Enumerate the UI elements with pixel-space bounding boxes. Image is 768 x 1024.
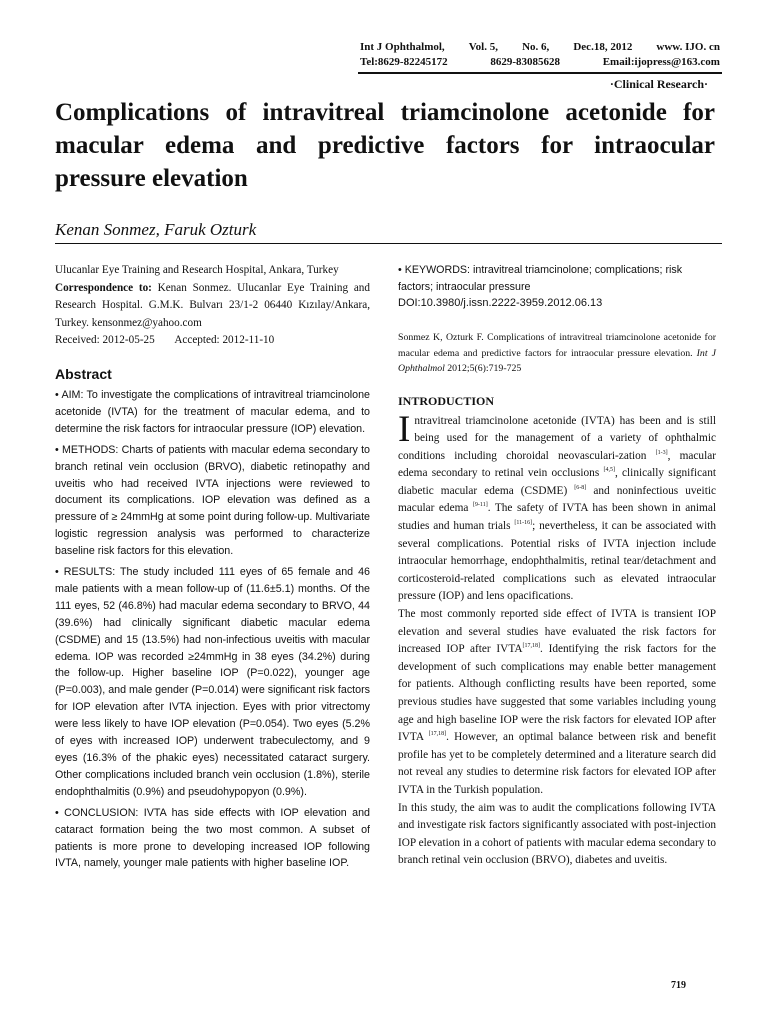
journal-email: Email:ijopress@163.com [602, 56, 720, 68]
intro-paragraph-3: In this study, the aim was to audit the complications following IVTA and investigate risk factors significantly associated with post-injection IOP elevation in a cohort of patients with macular edema secondary to branch retinal vein occlusion (BRVO), diabetes and uveitis. [398, 801, 716, 867]
right-column [398, 262, 716, 870]
journal-issue: No. 6, [522, 41, 550, 53]
ref-1: [1-3] [655, 449, 668, 456]
citation [398, 330, 716, 377]
ref-4: [9-11] [472, 502, 488, 509]
received-date: Received: 2012-05-25 [55, 334, 155, 347]
page-number: 719 [671, 980, 686, 991]
accepted-date: Accepted: 2012-11-10 [174, 334, 275, 347]
journal-tel2: 8629-83085628 [490, 56, 560, 68]
intro-p1-e: . The safety of IVTA has been shown in animal studies and human trials [398, 502, 716, 533]
authors: Kenan Sonmez, Faruk Ozturk [55, 220, 257, 239]
correspondence [55, 280, 370, 333]
ref-2: [4,5] [603, 467, 615, 474]
abstract-heading: Abstract [55, 365, 112, 382]
ref-6: [17,18] [522, 643, 540, 650]
ref-7: [17,18] [428, 731, 447, 738]
intro-p1-d: and noninfectious uveitic macular edema [398, 484, 716, 515]
left-column [55, 262, 370, 876]
correspondence-label: Correspondence to: [55, 281, 152, 294]
article-title: Complications of intravitreal triamcinolone acetonide for macular edema and predictive factors for intraocular pressure elevation [55, 99, 715, 192]
introduction-heading: INTRODUCTION [398, 393, 495, 408]
journal-tel: Tel:8629-82245172 [360, 56, 448, 68]
keywords: • KEYWORDS: intravitreal triamcinolone; complications; risk factors; intraocular pressure [398, 264, 683, 293]
journal-volume: Vol. 5, [468, 41, 498, 53]
journal-header [360, 40, 720, 70]
correspondence-text: Kenan Sonmez. Ulucanlar Eye Training and Research Hospital. G.M.K. Bulvarı 23/1-2 06440 Kızılay/Ankara, Turkey. kensonmez@yahoo.com [55, 281, 370, 329]
intro-p2-c: . However, an optimal balance between risk and benefit profile has yet to be completely determined and a literature search did not reveal any studies to determine risk factors for elevated IOP after IVTA in the Turkish population. [398, 731, 716, 796]
intro-p1-a: ntravitreal triamcinolone acetonide (IVTA) has been and is still being used for the management of a variety of ophthalmic conditions including choroidal neovasculari-zation [398, 414, 716, 462]
journal-date: Dec.18, 2012 [573, 41, 633, 53]
intro-p1-f: ; nevertheless, it can be associated with several complications. Potential risks of IVTA injection include intraocular hemorrhage, endophthalmitis, retinal tear/detachment and corticosteroid-related complications such as elevated intraocular pressure (IOP) and lens opacifications. [398, 520, 716, 603]
citation-text: Sonmez K, Ozturk F. Complications of intravitreal triamcinolone acetonide for macular edema and predictive factors for intraocular pressure elevation. [398, 332, 716, 359]
intro-p1-c: , clinically significant diabetic macular edema (CSDME) [398, 467, 716, 497]
intro-p2-a: The most commonly reported side effect of IVTA is transient IOP elevation and several studies have evaluated the risk factors for increased IOP after IVTA [398, 608, 716, 656]
dates [55, 332, 370, 350]
intro-paragraph-2 [398, 606, 716, 800]
citation-ref: 2012;5(6):719-725 [444, 363, 522, 374]
affiliation: Ulucanlar Eye Training and Research Hospital, Ankara, Turkey [55, 264, 339, 276]
intro-p1-b: , macular edema secondary to retinal vein occlusions [398, 449, 716, 480]
drop-cap: I [398, 408, 411, 450]
citation-journal: Int J Ophthalmol [398, 347, 716, 374]
intro-p2-b: . Identifying the risk factors for the development of such complications may enable better management for patients. Although conflicting results have been reported, some previous studies have suggested that some variables including young age and high baseline IOP were the risk factors for elevated IOP after IVTA [398, 643, 717, 744]
intro-paragraph-1 [398, 408, 716, 607]
ref-5: [11-16] [514, 520, 533, 527]
journal-header-row-2 [360, 55, 720, 70]
header-rule [358, 72, 722, 74]
journal-header-row-1 [360, 40, 720, 55]
authors-rule [55, 243, 722, 244]
journal-website: www. IJO. cn [656, 41, 720, 53]
doi: DOI:10.3980/j.issn.2222-3959.2012.06.13 [398, 297, 603, 309]
abstract-aim: • AIM: To investigate the complications of intravitreal triamcinolone acetonide (IVTA) for the treatment of macular edema, and to determine the risk factors for intraocular pressure (IOP) elevation. [55, 388, 370, 435]
abstract-conclusion: • CONCLUSION: IVTA has side effects with IOP elevation and cataract formation being the two most common. A subset of patients is more prone to developing increased IOP following IVTA, namely, younger male patients with higher baseline IOP. [55, 806, 370, 870]
abstract-results: • RESULTS: The study included 111 eyes of 65 female and 46 male patients with a mean follow-up of (11.6±5.1) months. Of the 111 eyes, 52 (46.8%) had macular edema secondary to BRVO, 44 (39.6%) had clinically significant diabetic macular edema (CSDME) and 15 (13.5%) had non-infectious uveitis with macular edema. IOP was recorded ≥24mmHg in 38 eyes (34.2%) during the follow-up. Higher baseline IOP (P=0.022), younger age (P=0.003), and male gender (P=0.014) were significant risk factors for IOP elevation after IVTA injection. Eyes with prior vitrectomy were less likely to have IOP elevation (P=0.054). Two eyes (5.2% of eyes with increased IOP) underwent trabeculectomy, and 9 eyes (16.3% of the phakic eyes) necessitated cataract surgery. Other complications included branch vein occlusion (1.8%), sterile endophthalmitis (0.9%) and pseudohypopyon (0.9%). [55, 566, 370, 798]
journal-name: Int J Ophthalmol, [360, 41, 445, 53]
section-tag: ·Clinical Research· [609, 77, 708, 91]
abstract-methods: • METHODS: Charts of patients with macular edema secondary to branch retinal vein occlusion (BRVO), diabetic retinopathy and uveitis who had received IVTA injections were reviewed to document its complications. IOP elevation was defined as a pressure of ≥ 24mmHg at some point during follow-up. Multivariate logistic regression analysis was performed to characterize baseline risk factors for this elevation. [55, 443, 370, 558]
ref-3: [6-8] [574, 485, 587, 492]
